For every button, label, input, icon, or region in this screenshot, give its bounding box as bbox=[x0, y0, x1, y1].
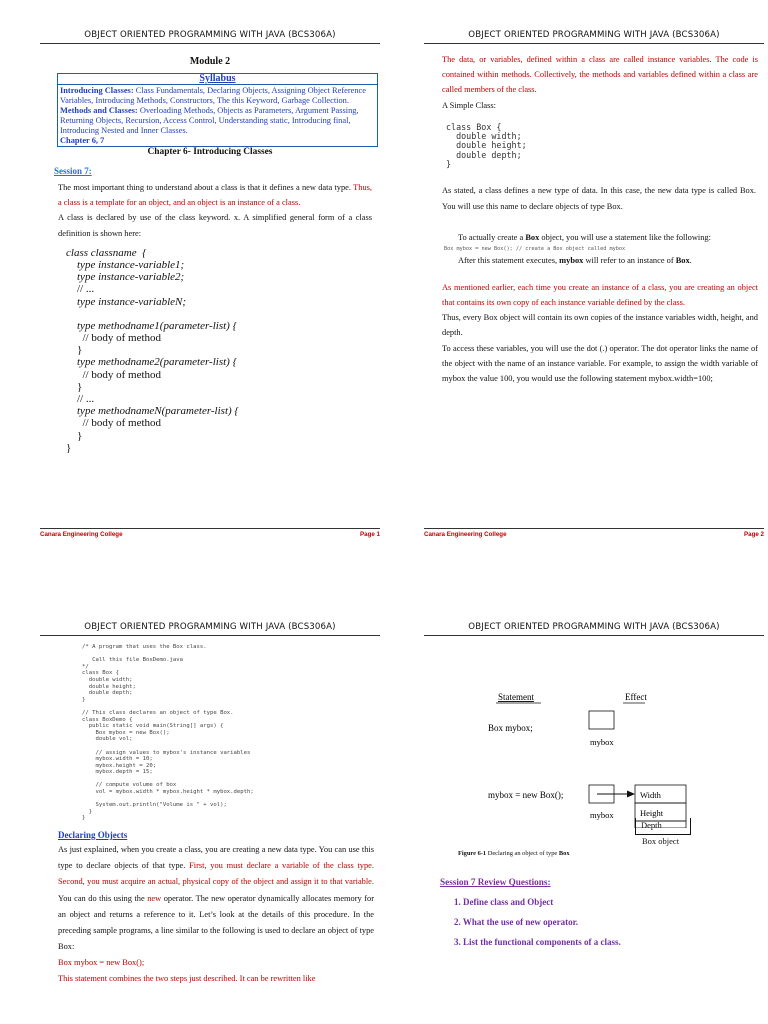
bold-text: mybox bbox=[559, 255, 584, 265]
running-header: OBJECT ORIENTED PROGRAMMING WITH JAVA (BCS306A) bbox=[40, 622, 380, 636]
bold-text: Figure 6-1 bbox=[458, 850, 487, 857]
rewrite-paragraph: This statement combines the two steps just described. It can be rewritten like bbox=[58, 974, 316, 984]
class-decl-paragraph: A class is declared by use of the class keyword. x. A simplified general form of a class definition is shown here: bbox=[58, 213, 372, 238]
running-header: OBJECT ORIENTED PROGRAMMING WITH JAVA (BCS306A) bbox=[424, 622, 764, 636]
general-form-line: type instance-variable1; bbox=[66, 259, 185, 272]
book-excerpt bbox=[424, 232, 764, 266]
figure-lower bbox=[424, 820, 764, 846]
general-form-line: // body of method bbox=[66, 368, 162, 381]
running-header: OBJECT ORIENTED PROGRAMMING WITH JAVA (BCS306A) bbox=[424, 30, 764, 44]
box-object-paragraph: Thus, every Box object will contain its own copies of the instance variables width, height, and depth. bbox=[442, 313, 758, 338]
field-height: Height bbox=[640, 808, 664, 818]
review-question: 3. List the functional components of a class. bbox=[454, 937, 621, 947]
boxdemo-code: /* A program that uses the Box class. Call this file BoxDemo.java */ class Box { double width; double height; double depth; } // This class declares an object of type Box. class BoxDemo { public static void main(String[] args) { Box mybox = new Box(); double vol; // assign values to mybox's instance variables mybox.width = 10; mybox.height = 20; mybox.depth = 15; // compute volume of box vol = mybox.width * mybox.height * mybox.depth; System.out.println("Volume is " + vol); } } bbox=[82, 644, 254, 822]
general-form-line: } bbox=[66, 344, 83, 357]
text-span: will refer to an instance of bbox=[583, 255, 676, 265]
excerpt-code: Box mybox = new Box(); // create a Box object called mybox bbox=[444, 245, 626, 252]
syllabus-box bbox=[57, 73, 378, 147]
new-type-paragraph: As stated, a class defines a new type of data. In this case, the new data type is called Box. You will use this name to declare objects of type Box. bbox=[442, 186, 756, 211]
statement-column-label: Statement bbox=[498, 692, 534, 702]
page-footer bbox=[40, 528, 380, 538]
null-reference-box bbox=[589, 711, 614, 729]
text-span: As just explained, when you create a class, you are creating a new data type. You can use this type to declare objects of that type. bbox=[58, 845, 374, 871]
box-class-code: class Box { double width; double height; double depth; } bbox=[446, 121, 527, 169]
general-form-line: // body of method bbox=[66, 332, 162, 345]
excerpt-line bbox=[458, 232, 764, 243]
box-object-caption: Box object bbox=[642, 836, 680, 846]
general-form-line: // body of method bbox=[66, 417, 162, 430]
syllabus-title: Syllabus bbox=[58, 74, 377, 85]
declaring-object-figure bbox=[424, 638, 764, 828]
syllabus-text: Class Fundamentals, Declaring Objects, Assigning Object Reference Variables, Introducing Methods, Constructors, The this Keyword, Garbage Collection. bbox=[60, 86, 366, 105]
general-form-line: // ... bbox=[66, 283, 95, 296]
syllabus-chapters: Chapter 6, 7 bbox=[60, 136, 105, 145]
bold-text: Box bbox=[525, 232, 540, 242]
syllabus-item-classes bbox=[60, 86, 375, 106]
highlight-text: Thus, a class is a template for an object, and an object is an instance of a class. bbox=[58, 183, 372, 208]
dot-operator-paragraph: To access these variables, you will use the dot (.) operator. The dot operator links the name of the object with the name of an instance variable. For example, to assign the width variable of mybox the value 100, you would use the following statement mybox.width=100; bbox=[442, 343, 758, 383]
general-form-line: } bbox=[66, 441, 72, 454]
effect-column-label: Effect bbox=[625, 692, 647, 702]
figure-caption bbox=[458, 850, 764, 857]
footer-page-number: Page 1 bbox=[360, 531, 380, 538]
field-depth: Depth bbox=[635, 818, 691, 835]
statement-line: Box mybox = new Box(); bbox=[58, 958, 145, 968]
highlight-text: First, you must declare a variable of the class type. Second, you must acquire an actual, physical copy of the object and assign it to that variable. bbox=[58, 861, 374, 887]
document-page-2 bbox=[424, 30, 764, 545]
syllabus-head: Methods and Classes: bbox=[60, 106, 138, 115]
text-span: object, you will use a statement like the following: bbox=[539, 232, 711, 242]
statement-1: Box mybox; bbox=[488, 723, 533, 733]
general-form-line: } bbox=[66, 429, 83, 442]
review-question: 1. Define class and Object bbox=[454, 897, 554, 907]
general-form-line: // ... bbox=[66, 393, 95, 406]
simple-class-label: A Simple Class: bbox=[442, 100, 496, 110]
excerpt-line bbox=[458, 255, 764, 266]
document-page-1 bbox=[40, 30, 380, 545]
general-form-line: } bbox=[66, 380, 83, 393]
document-page-3 bbox=[40, 622, 380, 1024]
running-header: OBJECT ORIENTED PROGRAMMING WITH JAVA (BCS306A) bbox=[40, 30, 380, 44]
arrow-head-icon bbox=[627, 791, 635, 798]
text-span: To actually create a bbox=[458, 232, 526, 242]
text-span: . bbox=[689, 255, 692, 265]
document-page-4 bbox=[424, 622, 764, 1024]
syllabus-item-methods bbox=[60, 106, 375, 136]
field-width: Width bbox=[640, 790, 661, 800]
footer-college: Canara Engineering College bbox=[40, 531, 123, 538]
syllabus-text: Overloading Methods, Objects as Parameters, Argument Passing, Returning Objects, Recursion, Access Control, Understanding static, Introducing final, Introducing Nested and Inner Classes. bbox=[60, 106, 359, 135]
page-footer bbox=[424, 528, 764, 538]
general-form-line bbox=[66, 308, 380, 320]
text-span: After this statement executes, bbox=[458, 255, 560, 265]
session-heading: Session 7: bbox=[54, 166, 92, 176]
declaring-objects-paragraph bbox=[58, 842, 374, 955]
module-title: Module 2 bbox=[189, 56, 231, 67]
bold-text: Box bbox=[675, 255, 690, 265]
general-form-line: type methodnameN(parameter-list) { bbox=[66, 405, 239, 418]
general-form-line: type instance-variableN; bbox=[66, 295, 187, 308]
bold-text: Box bbox=[558, 850, 570, 857]
class-general-form bbox=[66, 247, 380, 454]
section-heading: Declaring Objects bbox=[58, 830, 128, 841]
footer-college: Canara Engineering College bbox=[424, 531, 507, 538]
general-form-line: class classname { bbox=[66, 246, 147, 259]
instance-variables-paragraph: The data, or variables, defined within a class are called instance variables. The code is contained within methods. Collectively, the methods and variables defined within a class are called members of the class. bbox=[442, 55, 758, 95]
footer-page-number: Page 2 bbox=[744, 531, 764, 538]
text-span: operator. The new operator dynamically allocates memory for an object and returns a reference to it. Let’s look at the details of this procedure. In the preceding sample programs, a line similar to the following is used to declare an object of type Box: bbox=[58, 893, 375, 952]
syllabus-head: Introducing Classes: bbox=[60, 86, 134, 95]
text-span: The most important thing to understand about a class is that it defines a new data type. bbox=[58, 183, 354, 192]
chapter-title: Chapter 6- Introducing Classes bbox=[147, 147, 273, 157]
general-form-line: type methodname1(parameter-list) { bbox=[66, 319, 237, 332]
general-form-line: type methodname2(parameter-list) { bbox=[66, 356, 237, 369]
review-question: 2. What the use of new operator. bbox=[454, 917, 578, 927]
mybox-label: mybox bbox=[590, 810, 614, 820]
highlight-text: new bbox=[147, 893, 162, 903]
intro-paragraph bbox=[58, 180, 372, 210]
review-questions-heading: Session 7 Review Questions: bbox=[440, 877, 551, 887]
statement-2: mybox = new Box(); bbox=[488, 790, 564, 800]
text-span: You can do this using the bbox=[58, 893, 148, 903]
text-span: Declaring an object of type bbox=[486, 850, 559, 857]
instance-copy-paragraph: As mentioned earlier, each time you create an instance of a class, you are creating an object that contains its own copy of each instance variable defined by the class. bbox=[442, 282, 758, 307]
general-form-line: type instance-variable2; bbox=[66, 271, 185, 284]
mybox-label: mybox bbox=[590, 737, 614, 747]
